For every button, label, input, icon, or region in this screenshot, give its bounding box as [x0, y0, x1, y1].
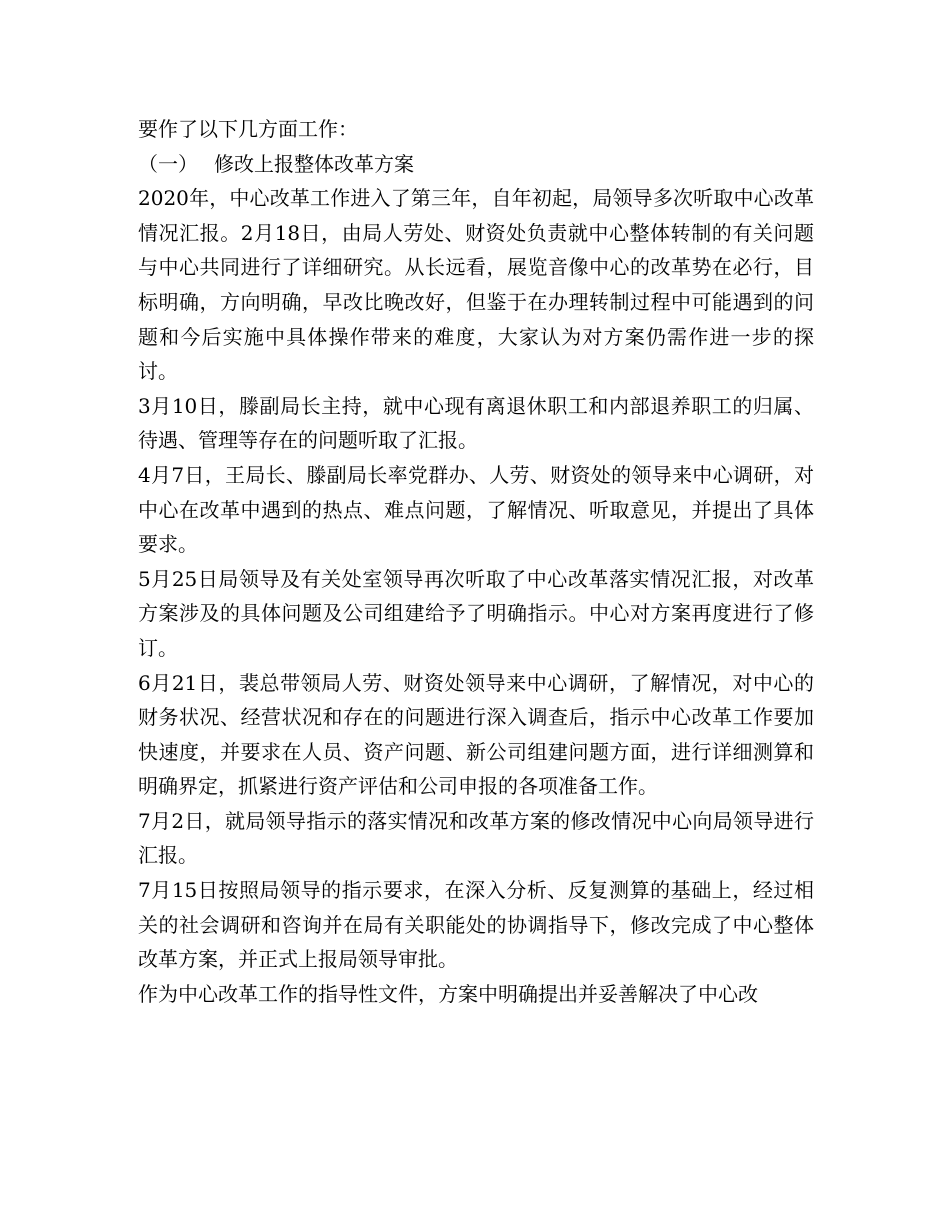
intro-line: 要作了以下几方面工作：: [138, 117, 358, 141]
document-body: [138, 112, 814, 1011]
paragraph-5: 6月21日，裴总带领局人劳、财资处领导来中心调研，了解情况，对中心的财务状况、经营状况和存在的问题进行深入调查后，指示中心改革工作要加快速度，并要求在人员、资产问题、新公司组建问题方面，进行详细测算和明确界定，抓紧进行资产评估和公司申报的各项准备工作。: [138, 670, 814, 799]
paragraph-6: 7月2日，就局领导指示的落实情况和改革方案的修改情况中心向局领导进行汇报。: [138, 808, 814, 868]
paragraph-3: 4月7日，王局长、滕副局长率党群办、人劳、财资处的领导来中心调研，对中心在改革中遇到的热点、难点问题，了解情况、听取意见，并提出了具体要求。: [138, 462, 814, 557]
section-heading: [138, 147, 814, 182]
paragraph-4: 5月25日局领导及有关处室领导再次听取了中心改革落实情况汇报，对改革方案涉及的具体问题及公司组建给予了明确指示。中心对方案再度进行了修订。: [138, 566, 814, 660]
paragraph-1: 2020年，中心改革工作进入了第三年，自年初起，局领导多次听取中心改革情况汇报。2月18日，由局人劳处、财资处负责就中心整体转制的有关问题与中心共同进行了详细研究。从长远看，展览音像中心的改革势在必行，目标明确，方向明确，早改比晚改好，但鉴于在办理转制过程中可能遇到的问题和今后实施中具体操作带来的难度，大家认为对方案仍需作进一步的探讨。: [138, 186, 814, 384]
section-title: 修改上报整体改革方案: [214, 151, 414, 176]
section-number: （一）: [138, 151, 198, 176]
paragraph-8: 作为中心改革工作的指导性文件，方案中明确提出并妥善解决了中心改: [138, 981, 758, 1006]
paragraph-2: 3月10日，滕副局长主持，就中心现有离退休职工和内部退养职工的归属、待遇、管理等存在的问题听取了汇报。: [138, 393, 814, 453]
paragraph-7: 7月15日按照局领导的指示要求，在深入分析、反复测算的基础上，经过相关的社会调研和咨询并在局有关职能处的协调指导下，修改完成了中心整体改革方案，并正式上报局领导审批。: [138, 878, 814, 972]
